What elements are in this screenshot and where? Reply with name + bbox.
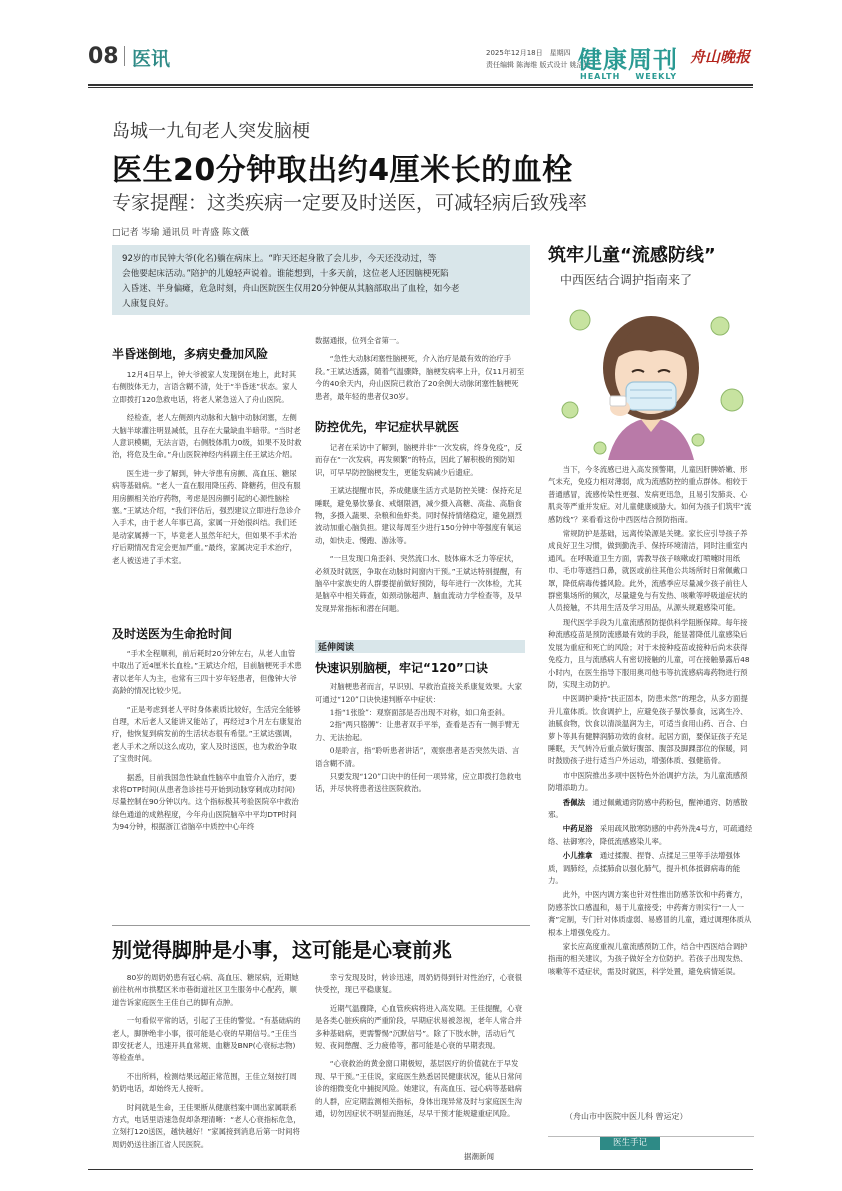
article-column [315,442,525,615]
paragraph: “急性大动脉闭塞性脑梗死，介入治疗是最有效的治疗手段。”王斌达透露，随着气温骤降，脑梗发病率上升，仅11月初至今的40余天内，舟山医院已救治了20余例大动脉闭塞性脑梗死患者，最年轻的患者仅30岁。 [315,354,525,401]
paragraph: “一旦发现口角歪斜、突然流口水、肢体麻木乏力等症状，必须及时就医，争取在动脉时间窗内干预。”王斌达特别提醒，有脑卒中家族史的人群要提前做好预防，每年进行一次体检，尤其是脑卒中相关筛查，如颈动脉超声、脑血流动力学检查等，及早发现异常指标和潜在问题。 [315,554,523,613]
paragraph: 现代医学手段为儿童流感预防提供科学阻断保障。每年接种流感疫苗是预防流感最有效的手段，能显著降低儿童感染后发展为重症和死亡的风险；对于未接种疫苗或接种后尚未获得免疫力，且与流感病人有密切接触的儿童，可在接触暴露后48小时内，在医生指导下服用奥司他韦等抗流感病毒药物进行预防，实现主动防护。 [548,617,750,689]
paragraph: 数据通报，位列全省第一。 [315,336,404,345]
article-column [315,335,525,403]
extended-reading-title: 快速识别脑梗，牢记“120”口诀 [315,661,488,675]
brand-en-health: HEALTH [580,72,621,81]
paragraph: 不出所料，检测结果远超正常范围，王佳立刻按打周奶奶电话，却始终无人接听。 [112,1071,297,1094]
paragraph: 近期气温骤降，心血管疾病将进入高发期。王佳提醒，心衰是各类心脏疾病的严重阶段，早期症状易被忽视，老年人常合并多种基础病，更需警惕“沉默信号”。除了下肢水肿，活动后气短、夜间憋醒、乏力疲倦等，都可能是心衰的早期表现。 [315,1003,522,1051]
second-story-headline: 别觉得脚肿是小事，这可能是心衰前兆 [112,938,452,962]
paragraph: 此外，中医内调方案也针对性推出防感茶饮和中药膏方，防感茶饮口感温和，易于儿童接受；中药膏方则实行“一人一膏”定制，专门针对体质虚弱、易感冒的儿童，通过调理体质从根本上增强免疫力。 [548,890,752,937]
header-rule-thin [88,87,753,88]
editor-credits: 责任编辑 陈海维 版式设计 姚洁琼 [486,61,591,69]
girl-with-mask-illustration [548,290,754,460]
story-divider [112,925,530,926]
method-term: 中药足浴 [562,824,593,834]
sidebar-method-item [548,797,754,822]
section-heading: 防控优先，牢记症状早就医 [315,420,460,434]
story-headline: 医生20分钟取出约4厘米长的血栓 [112,153,573,188]
paragraph: 幸亏发现及时，转诊迅速，周奶奶得到针对性治疗，心衰很快受控，现已平稳康复。 [315,973,522,995]
page-number: 08 [88,44,119,69]
paragraph: 据悉，目前我国急性缺血性脑卒中血管介入治疗，要求将DTP时间(从患者急诊挂号开始到动脉穿刺成功时间)尽量控制在90分钟以内。这个指标极其考验医院卒中救治绿色通道的成熟程度，今年舟山医院脑卒中平均DTP时间为94分钟，根据浙江省脑卒中质控中心年终 [112,772,299,832]
footer-rule [88,1169,753,1170]
paragraph: “手术全程顺利，前后耗时20分钟左右，从老人血管中取出了近4厘米长血栓。”王斌达介绍，目前脑梗死手术患者以老年人为主，也常有三四十岁年轻患者，但像钟大爷高龄的情况比较少见。 [112,649,302,696]
story-kicker: 岛城一九旬老人突发脑梗 [112,121,310,142]
paragraph: 1指“1张脸”：观察面部是否出现不对称，如口角歪斜。 [329,707,510,717]
paragraph: 时间就是生命，王佳果断从健康档案中调出家属联系方式，电话里语速急促却条理清晰：“老人心衰指标危急，立刻打120送医，越快越好！”家属接到消息后第一时间将周奶奶送往浙江省人民医院。 [112,1102,301,1149]
paragraph: 80岁的周奶奶患有冠心病、高血压、糖尿病，近期她前往杭州市拱墅区米市巷街道社区卫生服务中心配药，顺道告诉家庭医生王佳自己的脚有点肿。 [112,973,299,1007]
method-term: 香佩法 [562,797,585,807]
paragraph: 2指“两只胳膊”：让患者双手平举，查看是否有一侧手臂无力、无法抬起。 [315,720,520,743]
girl-illustration-svg [548,290,754,460]
issue-date: 2025年12月18日 星期四 [486,49,571,57]
sidebar-signature: （舟山市中医院中医儿科 曾运定） [565,1112,688,1121]
brand-en-weekly: WEEKLY [635,72,678,81]
header-rule [88,84,753,86]
section-heading: 及时送医为生命抢时间 [112,627,233,641]
paragraph: 只要发现“120”口诀中的任何一项异常，应立即拨打急救电话，并尽快将患者送往医院救治。 [315,771,522,794]
story-byline: □记者 岑瑜 通讯员 叶青盛 陈文薇 [112,228,249,238]
story-source-credit: 据潮新闻 [464,1152,494,1161]
story-subhead: 专家提醒：这类疾病一定要及时送医，可减轻病后致残率 [112,192,588,214]
lead-line: 92岁的市民钟大爷(化名)躺在病床上。“昨天还起身散了会儿步，今天还没动过，等 [122,254,437,264]
paragraph: 常规防护是基础，远离传染源是关键。家长应引导孩子养成良好卫生习惯，做到勤洗手、保持环境清洁，同时注重室内通风。在呼吸道卫生方面，需教导孩子咳嗽或打喷嚏时用纸巾、毛巾等遮挡口鼻，就医或前往其他公共场所时日常佩戴口罩，降低病毒传播风险。此外，流感季应尽量减少孩子前往人群密集场所的频次，尽量避免与有发热、咳嗽等呼吸道症状的人员接触，不共用生活及学习用品，从源头规避感染可能。 [548,529,748,613]
paragraph: 对脑梗患者而言，早识别、早救治直接关系康复效果。大家可通过“120”口诀快速判断卒中症状： [315,682,522,704]
paragraph: 经检查，老人左侧颈内动脉和大脑中动脉闭塞，左侧大脑半球灌注明显减低，且存在大量缺血半暗带。“当时老人意识模糊，无法言语，右侧肢体肌力0级，如果不及时救治，将危及生命。”舟山医院神经内科副主任王斌达介绍。 [112,413,302,460]
article-column [112,648,302,834]
lead-line: 人康复良好。 [122,299,174,309]
paragraph: 0是聆言，指“聆听患者讲话”，观察患者是否突然失语、言语含糊不清。 [315,745,520,768]
paragraph: 中医调护秉持“扶正固本，防患未然”的理念，从多方面提升儿童体质。饮食调护上，应避免孩子暴饮暴食，远离生冷、油腻食物，饮食以清淡温润为主，可适当食用山药、百合、白萝卜等具有健脾润肺功效的食材。起居方面，要保证孩子充足睡眠，天气转冷后重点做好腹部、腹部及脚踝部位的保暖，同时鼓励孩子进行适当户外运动，增强体质、强健筋骨。 [548,694,748,766]
lead-line: 会他要起床活动。”陪护的儿媳轻声说着。谁能想到，十多天前，这位老人还因脑梗死陷 [122,269,449,279]
lead-line: 入昏迷、半身偏瘫，危急时刻，舟山医院医生仅用20分钟便从其脑部取出了血栓，如今老 [122,284,460,294]
story-lead [122,252,522,312]
method-text: 通过揉腹、捏脊、点揉足三里等手法增强体质，调肺经，点揉肺俞以强化肺气，提升机体抵御病毒的能力。 [548,851,741,885]
paragraph: 12月4日早上，钟大爷被家人发现倒在地上，此时其右侧肢体无力，言语含糊不清，处于“半昏迷”状态。家人立即拨打120急救电话，将老人紧急送入了舟山医院。 [112,370,298,404]
extended-reading-tag: 延伸阅读 [318,643,355,653]
method-text: 采用疏风散寒防感的中药外洗4号方，可疏通经络、祛御寒冷，降低流感感染儿率。 [548,824,753,846]
paragraph: “正是考虑到老人平时身体素质比较好，生活完全能够自理，术后老人又能讲又能站了，再经过3个月左右康复治疗，他恢复到病发前的生活状态很有希望。”王斌达强调，老人手术之所以这么成功，家人及时送医，也为救治争取了宝贵时间。 [112,704,302,764]
method-term: 小儿推拿 [562,851,593,861]
header-divider [124,46,125,66]
sidebar-body [548,464,754,978]
section-name: 医讯 [132,48,171,70]
sidebar-subtitle: 中西医结合调护指南来了 [560,273,693,287]
paragraph: “心衰救治的黄金窗口期极短，基层医疗的价值就在于早发现、早干预。”王佳说，家庭医生熟悉居民健康状况，能从日常问诊的细微变化中捕捉风险。她建议，有高血压、冠心病等基础病的人群，应定期监测相关指标，身体出现异常及时与家庭医生沟通，切勿因症状不明显而拖延，尽早干预才能规避重症风险。 [315,1059,523,1119]
column-tag: 医生手记 [600,1137,660,1150]
paragraph: 家长应高度重视儿童流感预防工作，结合中西医结合调护指南的相关建议，为孩子做好全方位防护。若孩子出现发热、咳嗽等不适症状，需及时就医，科学处置，避免病情延误。 [548,942,748,976]
sidebar-method-item [548,823,754,848]
paragraph: 一句看似平常的话，引起了王佳的警觉。“有基础病的老人，脚肿绝非小事，很可能是心衰的早期信号。”王佳当即安抚老人，迅速开具血常规、血糖及BNP(心衰标志物)等检查单。 [112,1016,301,1063]
extended-reading-body [315,681,525,796]
article-column [315,972,525,1120]
section-heading: 半昏迷倒地，多病史叠加风险 [112,347,269,361]
method-text: 通过佩戴通窍防感中药粉包，醒神通窍、防感散邪。 [548,797,748,819]
paragraph: 市中医院推出多项中医特色外治调护方法，为儿童流感预防增添助力。 [548,770,748,793]
paragraph: 医生进一步了解到，钟大爷患有房颤、高血压、糖尿病等基础病。“老人一直在服用降压药、降糖药，但没有服用房颤相关治疗药物，考虑是因房颤引起的心源性脑栓塞。”王斌达介绍，“我们评估后，强烈建议立即进行急诊介入手术，由于老人年事已高，家属一开始很纠结。我们还是动家属搏一下，毕竟老人虽然年纪大，但如果不手术治疗后期情况肯定会更加严重。”最终，家属决定手术治疗，老人被送进了手术室。 [112,468,301,565]
paragraph: 当下，今冬流感已进入高发预警期，儿童因肝脾娇嫩、形气未充，免疫力相对薄弱，成为流感防控的重点群体。相较于普通感冒，流感传染性更强、发病更迅急，且易引发肺炎、心肌炎等严重并发症。对儿童健康威胁大。如何为孩子们筑牢“流感防线”？来看看这份中西医结合预防指南。 [548,465,752,524]
newspaper-logo: 舟山晚报 [690,48,751,66]
weekly-brand-en [580,72,677,81]
paragraph: 记者在采访中了解到，脑梗并非“一次发病，终身免疫”，反而存在“一次发病，再发频繁”的特点，因此了解积极的预防知识，可早早防控脑梗发生，更能发病减少后遗症。 [315,443,523,477]
article-column [112,972,302,1151]
article-column [112,369,302,567]
sidebar-title: 筑牢儿童“流感防线” [548,245,716,266]
weekly-brand: 健康周刊 [578,46,678,74]
sidebar-method-item [548,850,754,887]
paragraph: 王斌达提醒市民，养成健康生活方式是防控关键：保持充足睡眠，避免暴饮暴食、戒烟限酒，减少摄入高糖、高盐、高脂食物，多摄入蔬果、杂粮和鱼虾类。同时保持情绪稳定，避免剧烈波动加重心脑负担。建议每周至少进行150分钟中等强度有氧运动，如快走、慢跑、游泳等。 [315,486,522,545]
